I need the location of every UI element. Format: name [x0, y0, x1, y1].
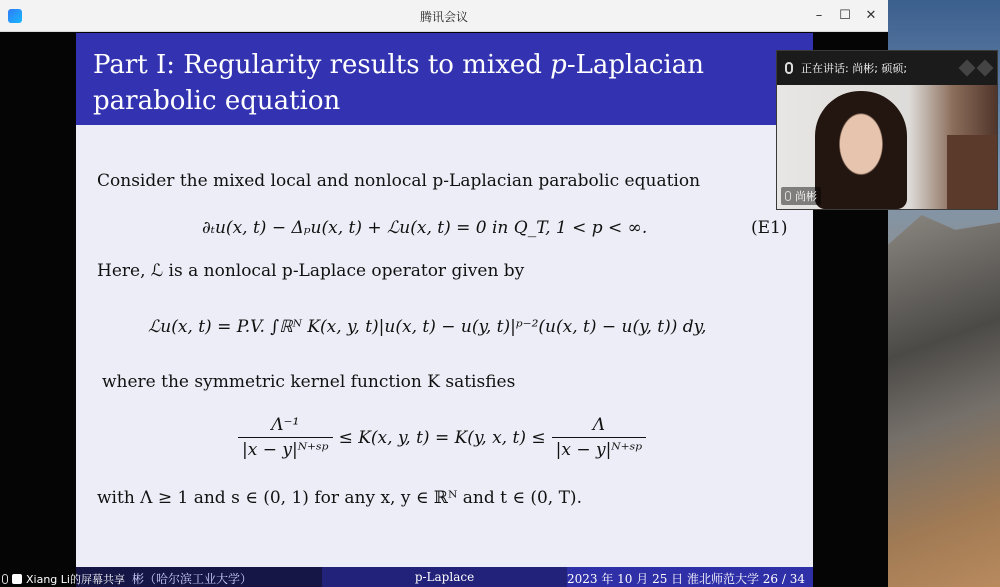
slide-title-suffix: -Laplacian	[566, 50, 704, 80]
video-panel-header	[777, 51, 997, 85]
slide-title-line2: parabolic equation	[93, 86, 341, 116]
participant-tag	[781, 187, 821, 205]
paragraph-kernel: where the symmetric kernel function K satisfies	[102, 372, 516, 392]
background-shelf	[947, 135, 997, 209]
close-button[interactable]: ✕	[865, 7, 877, 23]
kernel-inequality: ≤ K(x, y, t) = K(y, x, t) ≤	[338, 427, 546, 448]
fraction-left-denominator: |x − y|ᴺ⁺ˢᵖ	[238, 437, 333, 460]
fraction-left	[238, 415, 333, 460]
title-bar[interactable]	[0, 0, 888, 32]
footer-author: 彬（哈尔滨工业大学）	[76, 567, 322, 587]
paragraph-conditions: with Λ ≥ 1 and s ∈ (0, 1) for any x, y ∈ ℝᴺ and t ∈ (0, T).	[97, 488, 582, 508]
fraction-right	[552, 415, 647, 460]
video-panel[interactable]	[776, 50, 998, 210]
slide-title-prefix: Part I: Regularity results to mixed	[93, 50, 551, 80]
slide-body	[76, 125, 813, 567]
mic-icon	[2, 574, 8, 584]
participant-video[interactable]	[777, 85, 997, 209]
minimize-button[interactable]: –	[815, 7, 823, 23]
footer-topic: p-Laplace	[322, 567, 567, 587]
equation-label-e1: (E1)	[751, 218, 788, 238]
fraction-right-numerator: Λ	[592, 415, 606, 435]
window-controls	[808, 4, 882, 26]
screen-share-indicator[interactable]	[2, 571, 125, 587]
equation-e1: ∂ₜu(x, t) − Δₚu(x, t) + ℒu(x, t) = 0 in Q_T, 1 < p < ∞.	[202, 218, 648, 238]
slide-title	[93, 47, 783, 119]
equation-operator-definition: ℒu(x, t) = P.V. ∫ℝᴺ K(x, y, t)|u(x, t) − u(y, t)|ᵖ⁻²(u(x, t) − u(y, t)) dy,	[148, 317, 707, 337]
speaking-label: 正在讲话: 尚彬; 硕硕;	[801, 62, 908, 75]
equation-kernel-bounds	[232, 415, 652, 460]
mic-icon	[785, 191, 791, 201]
layout-diamond-icon[interactable]	[977, 60, 994, 77]
participant-face	[815, 91, 907, 209]
mic-icon	[785, 62, 793, 74]
footer-date-page: 2023 年 10 月 25 日 淮北师范大学 26 / 34	[567, 567, 813, 587]
layout-controls[interactable]	[961, 62, 991, 74]
paragraph-operator: Here, ℒ is a nonlocal p-Laplace operator given by	[97, 261, 525, 281]
window-title: 腾讯会议	[419, 10, 468, 24]
layout-diamond-icon[interactable]	[959, 60, 976, 77]
fraction-left-numerator: Λ⁻¹	[271, 415, 300, 435]
wallpaper-mountain	[888, 215, 1000, 587]
participant-name: 尚彬	[795, 190, 817, 203]
share-label: Xiang Li的屏幕共享	[26, 573, 125, 586]
slide-header	[76, 33, 813, 125]
paragraph-intro: Consider the mixed local and nonlocal p-Laplacian parabolic equation	[97, 171, 701, 191]
fraction-right-denominator: |x − y|ᴺ⁺ˢᵖ	[552, 437, 647, 460]
screen-share-icon	[12, 574, 22, 584]
shared-slide	[76, 33, 813, 587]
slide-footer	[76, 567, 813, 587]
maximize-button[interactable]: ☐	[839, 7, 851, 23]
slide-title-p: p	[550, 50, 567, 80]
